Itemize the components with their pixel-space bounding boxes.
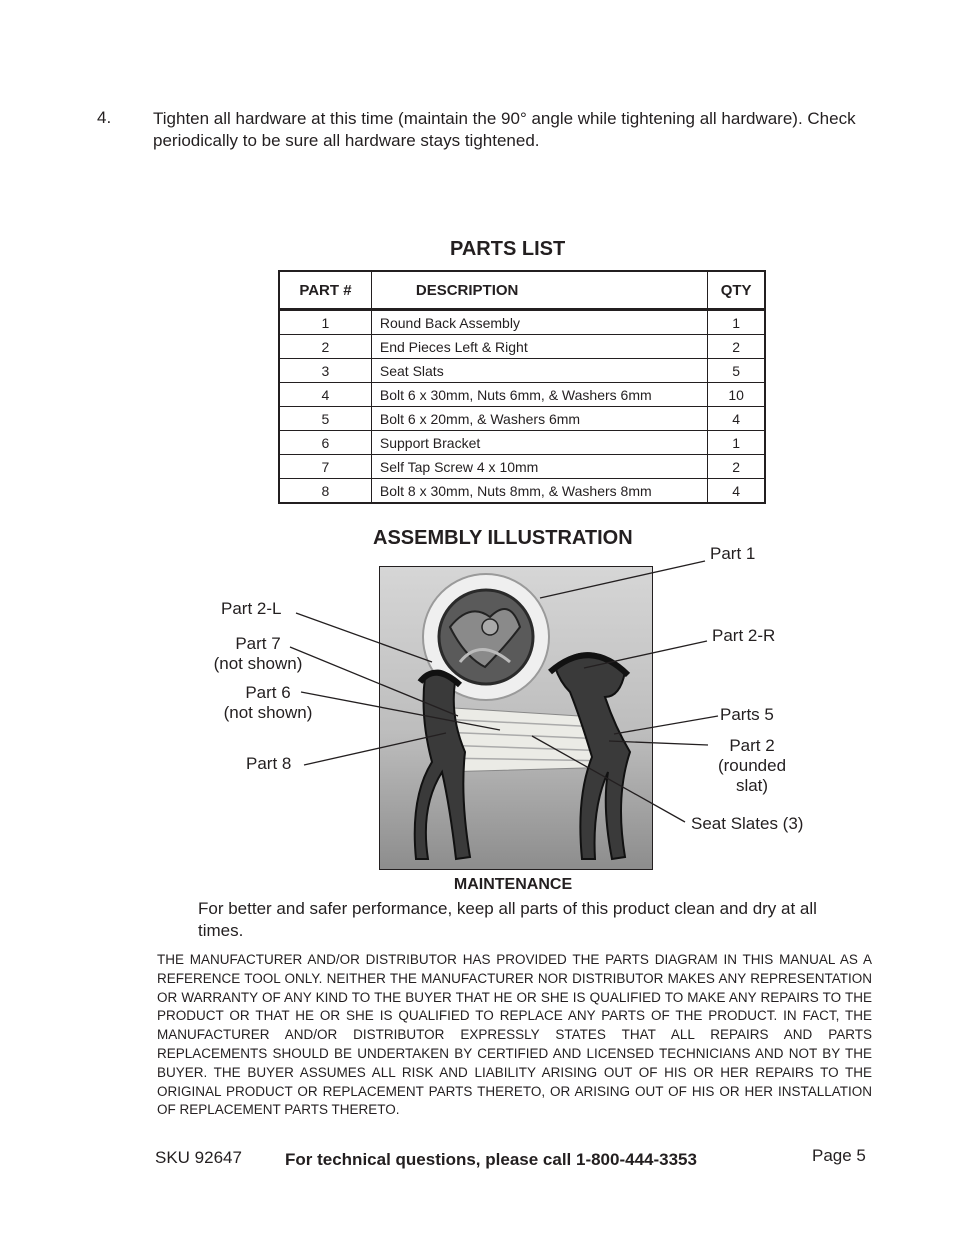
part-number: 1 — [279, 310, 371, 335]
col-part-number: PART # — [279, 271, 371, 310]
label-part-2-l: Part 2-L — [221, 599, 282, 618]
label-part-7-note: (not shown) — [213, 654, 303, 673]
part-qty: 2 — [708, 335, 765, 359]
label-parts-5: Parts 5 — [720, 705, 774, 724]
label-part-2-note-1: (rounded — [717, 756, 787, 775]
label-part-6-note: (not shown) — [223, 703, 313, 722]
label-part-2-title: Part 2 — [729, 736, 775, 755]
label-part-2 — [702, 736, 802, 796]
label-part-7-title: Part 7 — [235, 634, 281, 653]
label-part-2-r: Part 2-R — [712, 626, 776, 645]
label-part-2-note-2: slat) — [735, 776, 769, 795]
part-qty: 4 — [732, 482, 741, 499]
page-number: Page 5 — [812, 1146, 866, 1165]
part-description: Round Back Assembly — [371, 310, 707, 335]
label-seat-slates: Seat Slates (3) — [691, 814, 804, 833]
disclaimer: THE MANUFACTURER AND/OR DISTRIBUTOR HAS PROVIDED THE PARTS DIAGRAM IN THIS MANUAL AS A REFERENCE TOOL ONLY. NEITHER THE MANUFACTURER NOR DISTRIBUTOR MAKES ANY REPRESENTATION OR WARRANTY OF ANY KIND TO THE BUYER THAT HE OR SHE IS QUALIFIED TO MAKE ANY REPAIRS TO THE PRODUCT OR THAT HE OR SHE IS QUALIFIED TO REPLACE ANY PARTS OF THE PRODUCT. IN FACT, THE MANUFACTURER AND/OR DISTRIBUTOR EXPRESSLY STATES THAT ALL REPAIRS AND PARTS REPLACEMENTS SHOULD BE UNDERTAKEN BY CERTIFIED AND LICENSED TECHNICIANS AND NOT BY THE BUYER. THE BUYER ASSUMES ALL RISK AND LIABILITY ARISING OUT OF HIS OR HER REPAIRS TO THE ORIGINAL PRODUCT OR REPLACEMENT PARTS THERETO, OR ARISING OUT OF HIS OR HER INSTALLATION OF REPLACEMENT PARTS THERETO. — [157, 952, 872, 1118]
step-number: 4. — [97, 108, 112, 127]
part-number: 6 — [279, 431, 371, 455]
part-number: 2 — [279, 335, 371, 359]
label-part-6-title: Part 6 — [245, 683, 291, 702]
part-qty: 5 — [708, 359, 765, 383]
part-description: End Pieces Left & Right — [371, 335, 707, 359]
part-qty: 10 — [708, 383, 765, 407]
col-description: DESCRIPTION — [371, 271, 707, 310]
label-part-8: Part 8 — [246, 754, 292, 773]
label-part-6 — [210, 683, 326, 723]
part-number: 3 — [279, 359, 371, 383]
part-number: 4 — [279, 383, 371, 407]
part-description: Self Tap Screw 4 x 10mm — [371, 455, 707, 479]
part-description: Bolt 8 x 30mm, Nuts 8mm, & Washers 8mm — [371, 479, 707, 504]
part-description: Bolt 6 x 20mm, & Washers 6mm — [371, 407, 707, 431]
part-description: Bolt 6 x 30mm, Nuts 6mm, & Washers 6mm — [371, 383, 707, 407]
part-qty: 1 — [708, 431, 765, 455]
label-part-7 — [200, 634, 316, 674]
part-number: 8 — [279, 479, 371, 504]
part-number: 5 — [279, 407, 371, 431]
maintenance-text: For better and safer performance, keep all parts of this product clean and dry at all times. — [198, 899, 817, 940]
parts-list-title: PARTS LIST — [450, 238, 566, 260]
part-qty: 1 — [708, 310, 765, 335]
maintenance-title: MAINTENANCE — [453, 876, 573, 893]
step-text: Tighten all hardware at this time (maintain the 90° angle while tightening all hardware). Check periodically to be sure all hardware stays tightened. — [153, 109, 856, 150]
part-qty: 4 — [708, 407, 765, 431]
part-number: 7 — [279, 455, 371, 479]
col-qty: QTY — [708, 271, 765, 310]
part-description: Seat Slats — [371, 359, 707, 383]
footer-tech-questions: For technical questions, please call 1-800-444-3353 — [285, 1150, 697, 1169]
illustration-title: ASSEMBLY ILLUSTRATION — [373, 527, 633, 549]
footer-sku: SKU 92647 — [155, 1148, 242, 1167]
part-qty: 2 — [708, 455, 765, 479]
part-description: Support Bracket — [371, 431, 707, 455]
label-part-1: Part 1 — [710, 544, 756, 563]
